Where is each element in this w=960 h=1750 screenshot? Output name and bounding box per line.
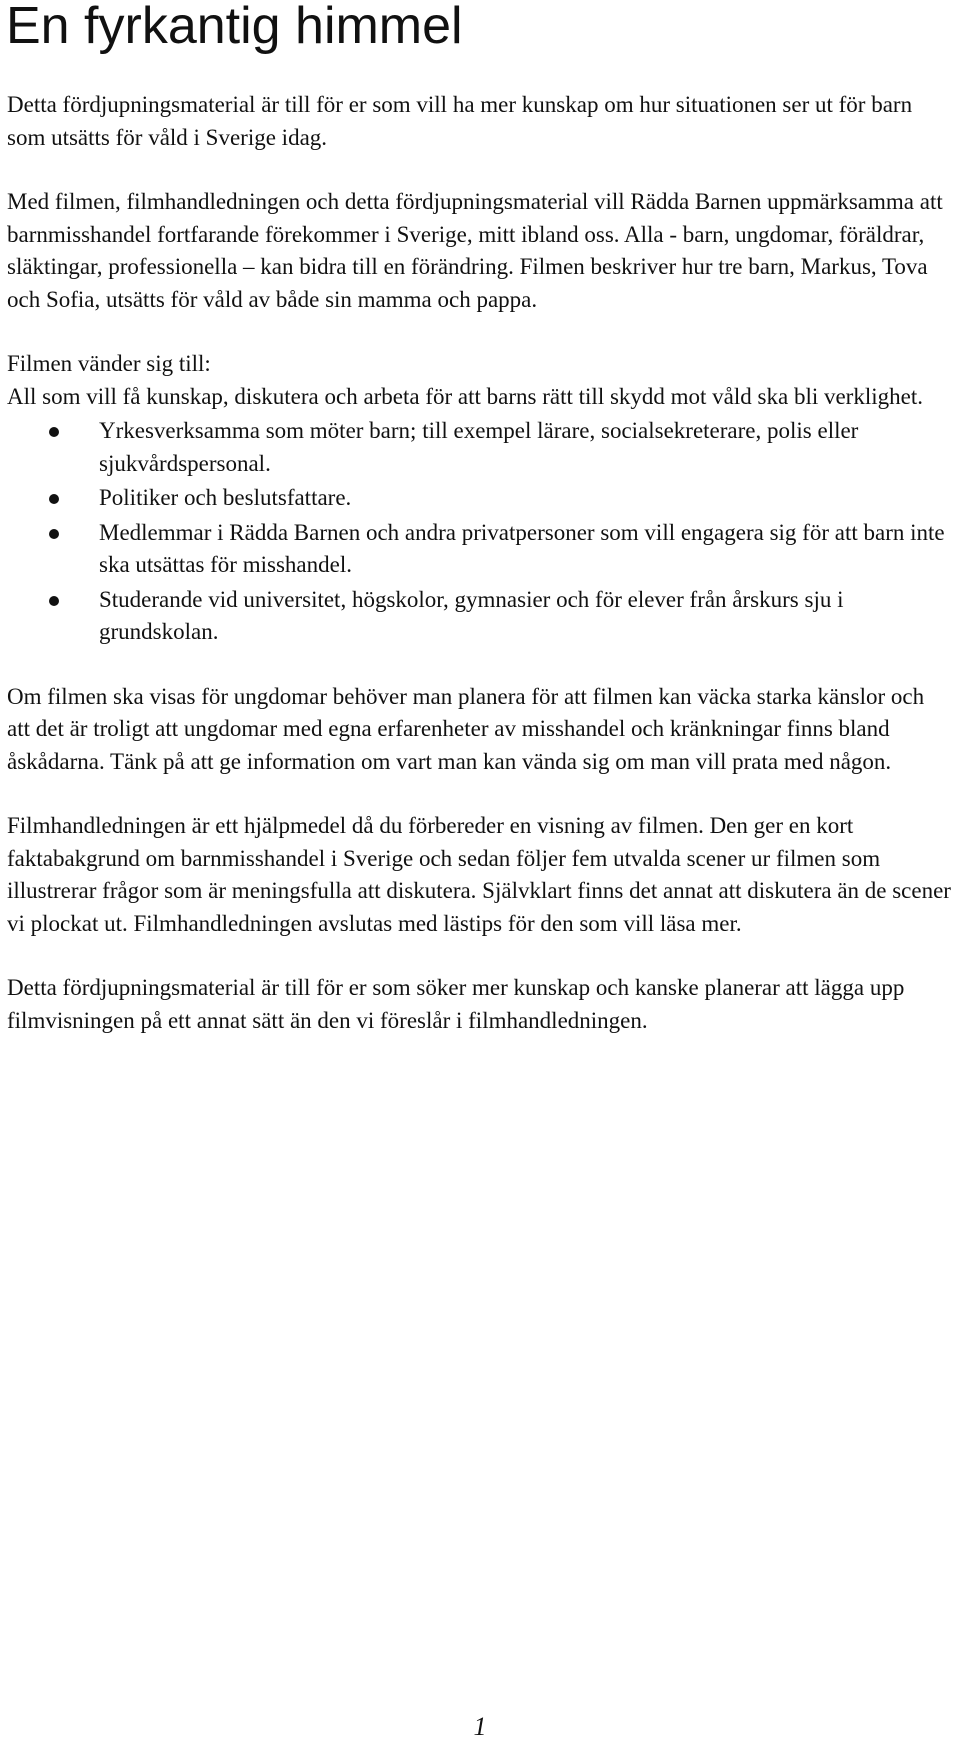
list-item-text: Politiker och beslutsfattare. xyxy=(99,485,352,510)
audience-intro: All som vill få kunskap, diskutera och arbeta för att barns rätt till skydd mot våld ska bli verklighet. xyxy=(7,383,923,409)
list-item-text: Medlemmar i Rädda Barnen och andra privatpersoner som vill engagera sig för att barn inte ska utsättas för misshandel. xyxy=(99,519,945,577)
list-item-text: Yrkesverksamma som möter barn; till exempel lärare, socialsekreterare, polis eller sjukvårdspersonal. xyxy=(99,418,859,476)
bullet-dot-icon xyxy=(49,529,59,539)
document-body xyxy=(7,89,952,1037)
audience-heading: Filmen vänder sig till: xyxy=(7,351,211,376)
purpose-paragraph: Med filmen, filmhandledningen och detta fördjupningsmaterial vill Rädda Barnen uppmärksamma att barnmisshandel fortfarande förekommer i Sverige, mitt ibland oss. Alla - barn, ungdomar, föräldrar, släktingar, professionella – kan bidra till en förändring. Filmen beskriver hur tre barn, Markus, Tova och Sofia, utsätts för våld av både sin mamma och pappa. xyxy=(7,189,943,312)
list-item xyxy=(7,482,952,515)
guide-paragraph: Filmhandledningen är ett hjälpmedel då du förbereder en visning av filmen. Den ger en kort faktabakgrund om barnmisshandel i Sverige och sedan följer fem utvalda scener ur filmen som illustrerar frågor som är meningsfulla att diskutera. Självklart finns det annat att diskutera än de scener vi plockat ut. Filmhandledningen avslutas med lästips för den som vill läsa mer. xyxy=(7,813,951,936)
page-number: 1 xyxy=(473,1712,487,1741)
youth-note-paragraph: Om filmen ska visas för ungdomar behöver man planera för att filmen kan väcka starka känslor och att det är troligt att ungdomar med egna erfarenheter av misshandel och kränkningar finns bland åskådarna. Tänk på att ge information om vart man kan vända sig om man vill prata med någon. xyxy=(7,683,925,774)
intro-paragraph: Detta fördjupningsmaterial är till för er som vill ha mer kunskap om hur situationen ser ut för barn som utsätts för våld i Sverige idag. xyxy=(7,92,913,150)
closing-paragraph: Detta fördjupningsmaterial är till för er som söker mer kunskap och kanske planerar att lägga upp filmvisningen på ett annat sätt än den vi föreslår i filmhandledningen. xyxy=(7,975,905,1033)
list-item xyxy=(7,517,952,582)
page-title: En fyrkantig himmel xyxy=(6,0,463,55)
bullet-dot-icon xyxy=(49,427,59,437)
audience-list xyxy=(7,415,952,649)
bullet-dot-icon xyxy=(49,494,59,504)
list-item-text: Studerande vid universitet, högskolor, gymnasier och för elever från årskurs sju i grundskolan. xyxy=(99,586,844,644)
list-item xyxy=(7,584,952,649)
list-item xyxy=(7,415,952,480)
bullet-dot-icon xyxy=(49,596,59,606)
